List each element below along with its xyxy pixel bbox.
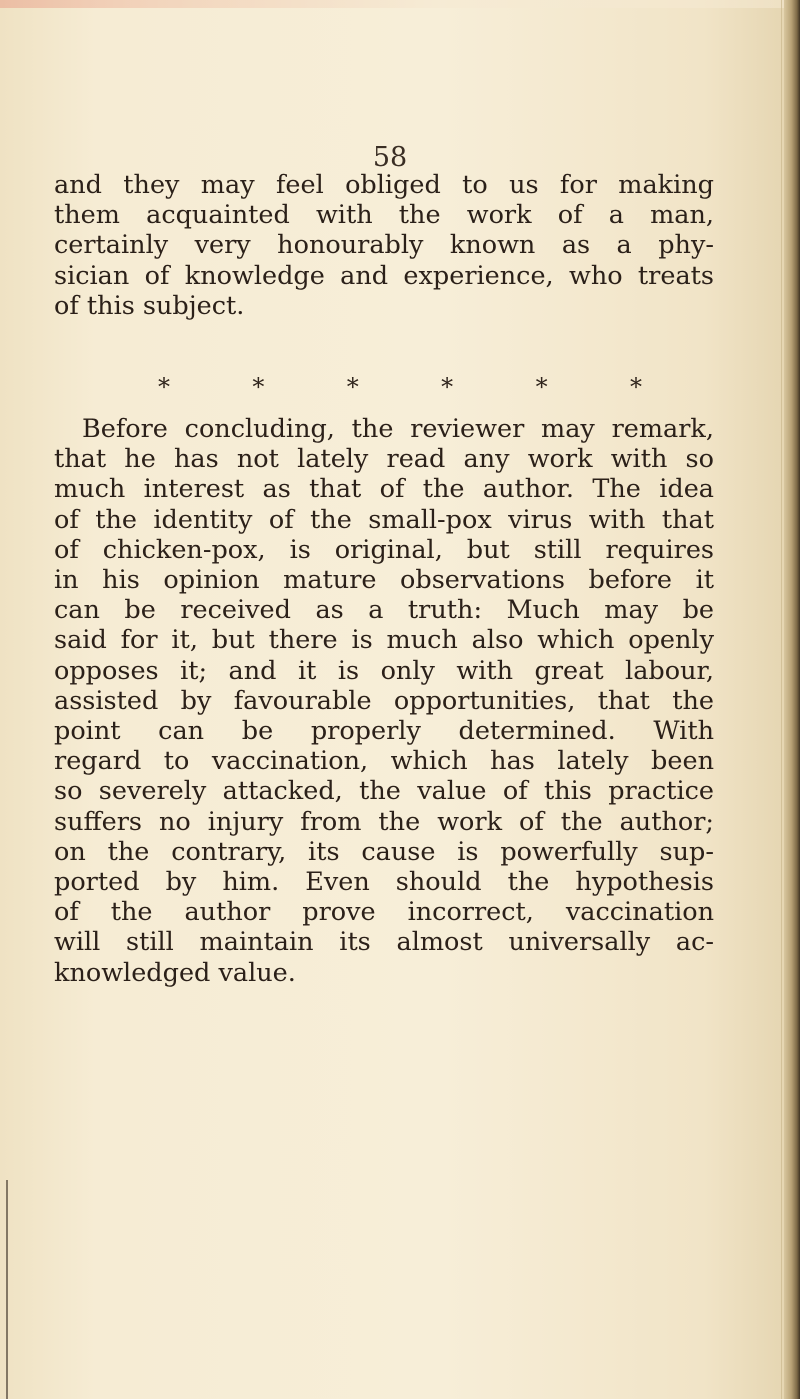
text-line: ported by him. Even should the hypothesis [54,867,714,898]
text-line: Before concluding, the reviewer may remark, [82,414,714,444]
text-line: suffers no injury from the work of the author; [54,806,714,837]
text-line: them acquainted with the work of a man, [54,200,714,231]
text-line: point can be properly determined. With [54,716,714,747]
asterisk: * [252,373,265,401]
paragraph-2 [54,414,714,988]
text-line: much interest as that of the author. The idea [54,474,714,505]
text-line: of chicken-pox, is original, but still requires [54,534,714,565]
section-break-asterisks [150,375,650,399]
text-line: sician of knowledge and experience, who treats [54,260,714,291]
text-line: of the author prove incorrect, vaccination [54,897,714,928]
page-number: 58 [372,142,408,173]
asterisk: * [441,373,454,401]
text-line: regard to vaccination, which has lately been [54,746,714,777]
paragraph-1 [54,170,714,321]
page-top-edge [0,0,800,8]
text-line: assisted by favourable opportunities, that the [54,685,714,716]
text-line: on the contrary, its cause is powerfully sup- [54,836,714,867]
asterisk: * [158,373,170,401]
text-line: can be received as a truth: Much may be [54,595,714,626]
page-binding-edge [784,0,800,1399]
text-line: in his opinion mature observations before it [54,565,714,596]
text-line: certainly very honourably known as a phy- [54,230,714,261]
text-line: so severely attacked, the value of this practice [54,776,714,807]
page-left-shadow-line [6,1180,8,1399]
text-line: of this subject. [54,290,245,321]
text-line: opposes it; and it is only with great labour, [54,655,714,686]
text-line: will still maintain its almost universally ac- [54,927,714,958]
asterisk: * [629,373,642,401]
text-line: said for it, but there is much also which openly [54,625,714,656]
asterisk: * [346,373,359,401]
text-line: of the identity of the small-pox virus with that [54,504,714,535]
text-line: and they may feel obliged to us for making [54,170,714,200]
page-gutter-line [781,0,782,1399]
text-line: that he has not lately read any work with so [54,444,714,475]
text-line: knowledged value. [54,957,296,988]
asterisk: * [535,373,548,401]
